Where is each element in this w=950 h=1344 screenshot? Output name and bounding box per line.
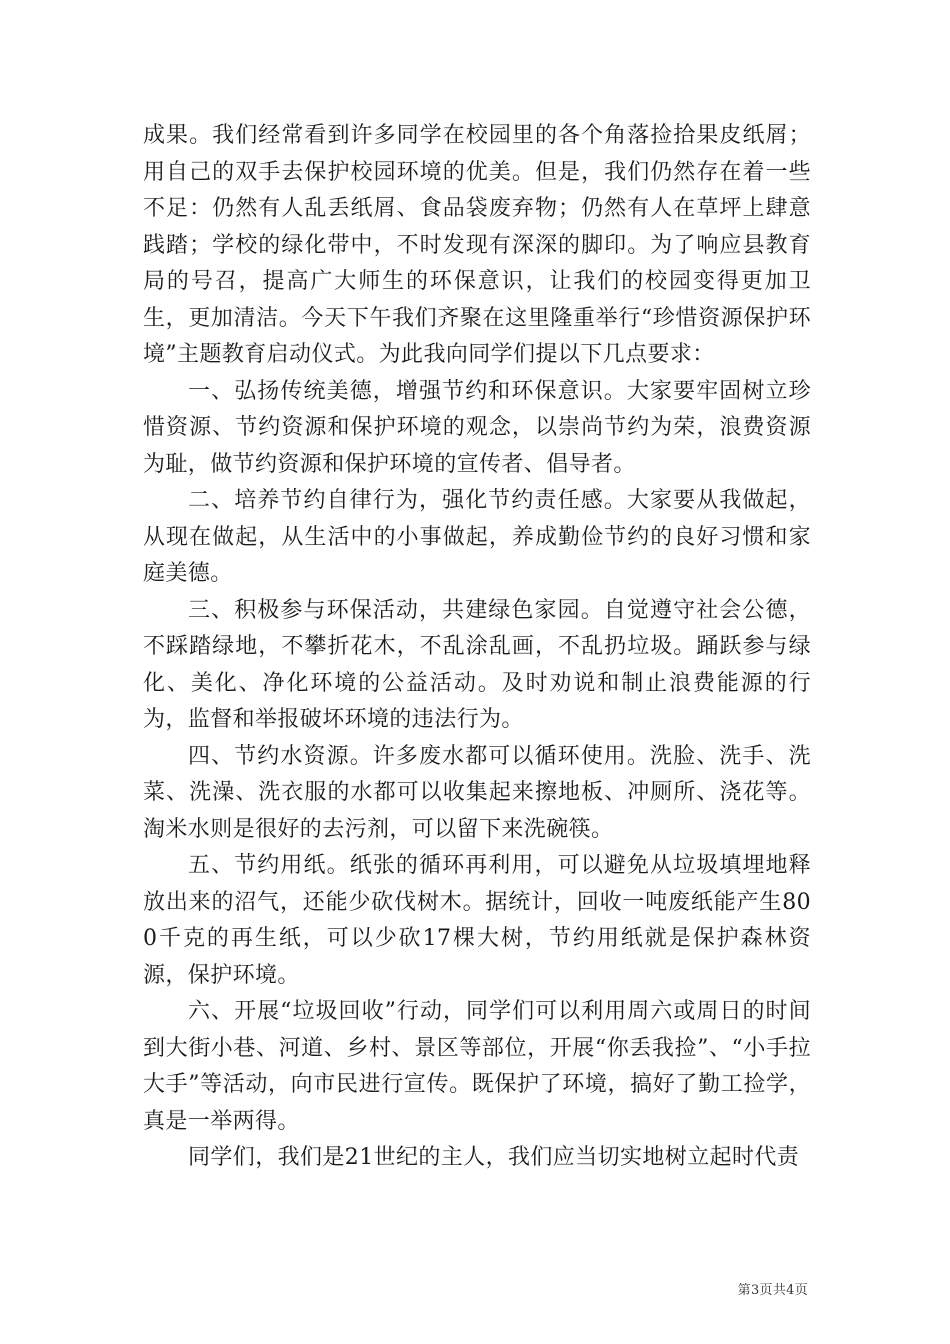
paragraph-requirement-6: 六、开展“垃圾回收”行动，同学们可以利用周六或周日的时间到大街小巷、河道、乡村、景区等部位，开展“你丢我捡”、“小手拉大手”等活动，向市民进行宣传。既保护了环境，搞好了勤工捡学，真是一举两得。	[143, 999, 811, 1134]
paragraph-requirement-1: 一、弘扬传统美德，增强节约和环保意识。大家要牢固树立珍惜资源、节约资源和保护环境的观念，以崇尚节约为荣，浪费资源为耻，做节约资源和保护环境的宣传者、倡导者。	[143, 378, 811, 477]
page-number: 第3页共4页	[737, 1283, 808, 1298]
paragraph-closing: 同学们，我们是21世纪的主人，我们应当切实地树立起时代责	[188, 1145, 800, 1170]
paragraph-requirement-5: 五、节约用纸。纸张的循环再利用，可以避免从垃圾填埋地释放出来的沼气，还能少砍伐树木。据统计，回收一吨废纸能产生800千克的再生纸，可以少砍17棵大树，节约用纸就是保护森林资源，保护环境。	[143, 853, 811, 988]
paragraph-requirement-3: 三、积极参与环保活动，共建绿色家园。自觉遵守社会公德，不踩踏绿地，不攀折花木，不乱涂乱画，不乱扔垃圾。踊跃参与绿化、美化、净化环境的公益活动。及时劝说和制止浪费能源的行为，监督和举报破坏环境的违法行为。	[143, 597, 811, 732]
paragraph-requirement-4: 四、节约水资源。许多废水都可以循环使用。洗脸、洗手、洗菜、洗澡、洗衣服的水都可以收集起来擦地板、冲厕所、浇花等。淘米水则是很好的去污剂，可以留下来洗碗筷。	[143, 743, 811, 842]
document-body	[143, 118, 811, 1177]
paragraph-requirement-2: 二、培养节约自律行为，强化节约责任感。大家要从我做起，从现在做起，从生活中的小事做起，养成勤俭节约的良好习惯和家庭美德。	[143, 488, 811, 586]
paragraph-continuation: 成果。我们经常看到许多同学在校园里的各个角落捡拾果皮纸屑；用自己的双手去保护校园环境的优美。但是，我们仍然存在着一些不足：仍然有人乱丢纸屑、食品袋废弃物；仍然有人在草坪上肆意践踏；学校的绿化带中，不时发现有深深的脚印。为了响应县教育局的号召，提高广大师生的环保意识，让我们的校园变得更加卫生，更加清洁。今天下午我们齐聚在这里隆重举行“珍惜资源保护环境”主题教育启动仪式。为此我向同学们提以下几点要求：	[143, 123, 811, 367]
